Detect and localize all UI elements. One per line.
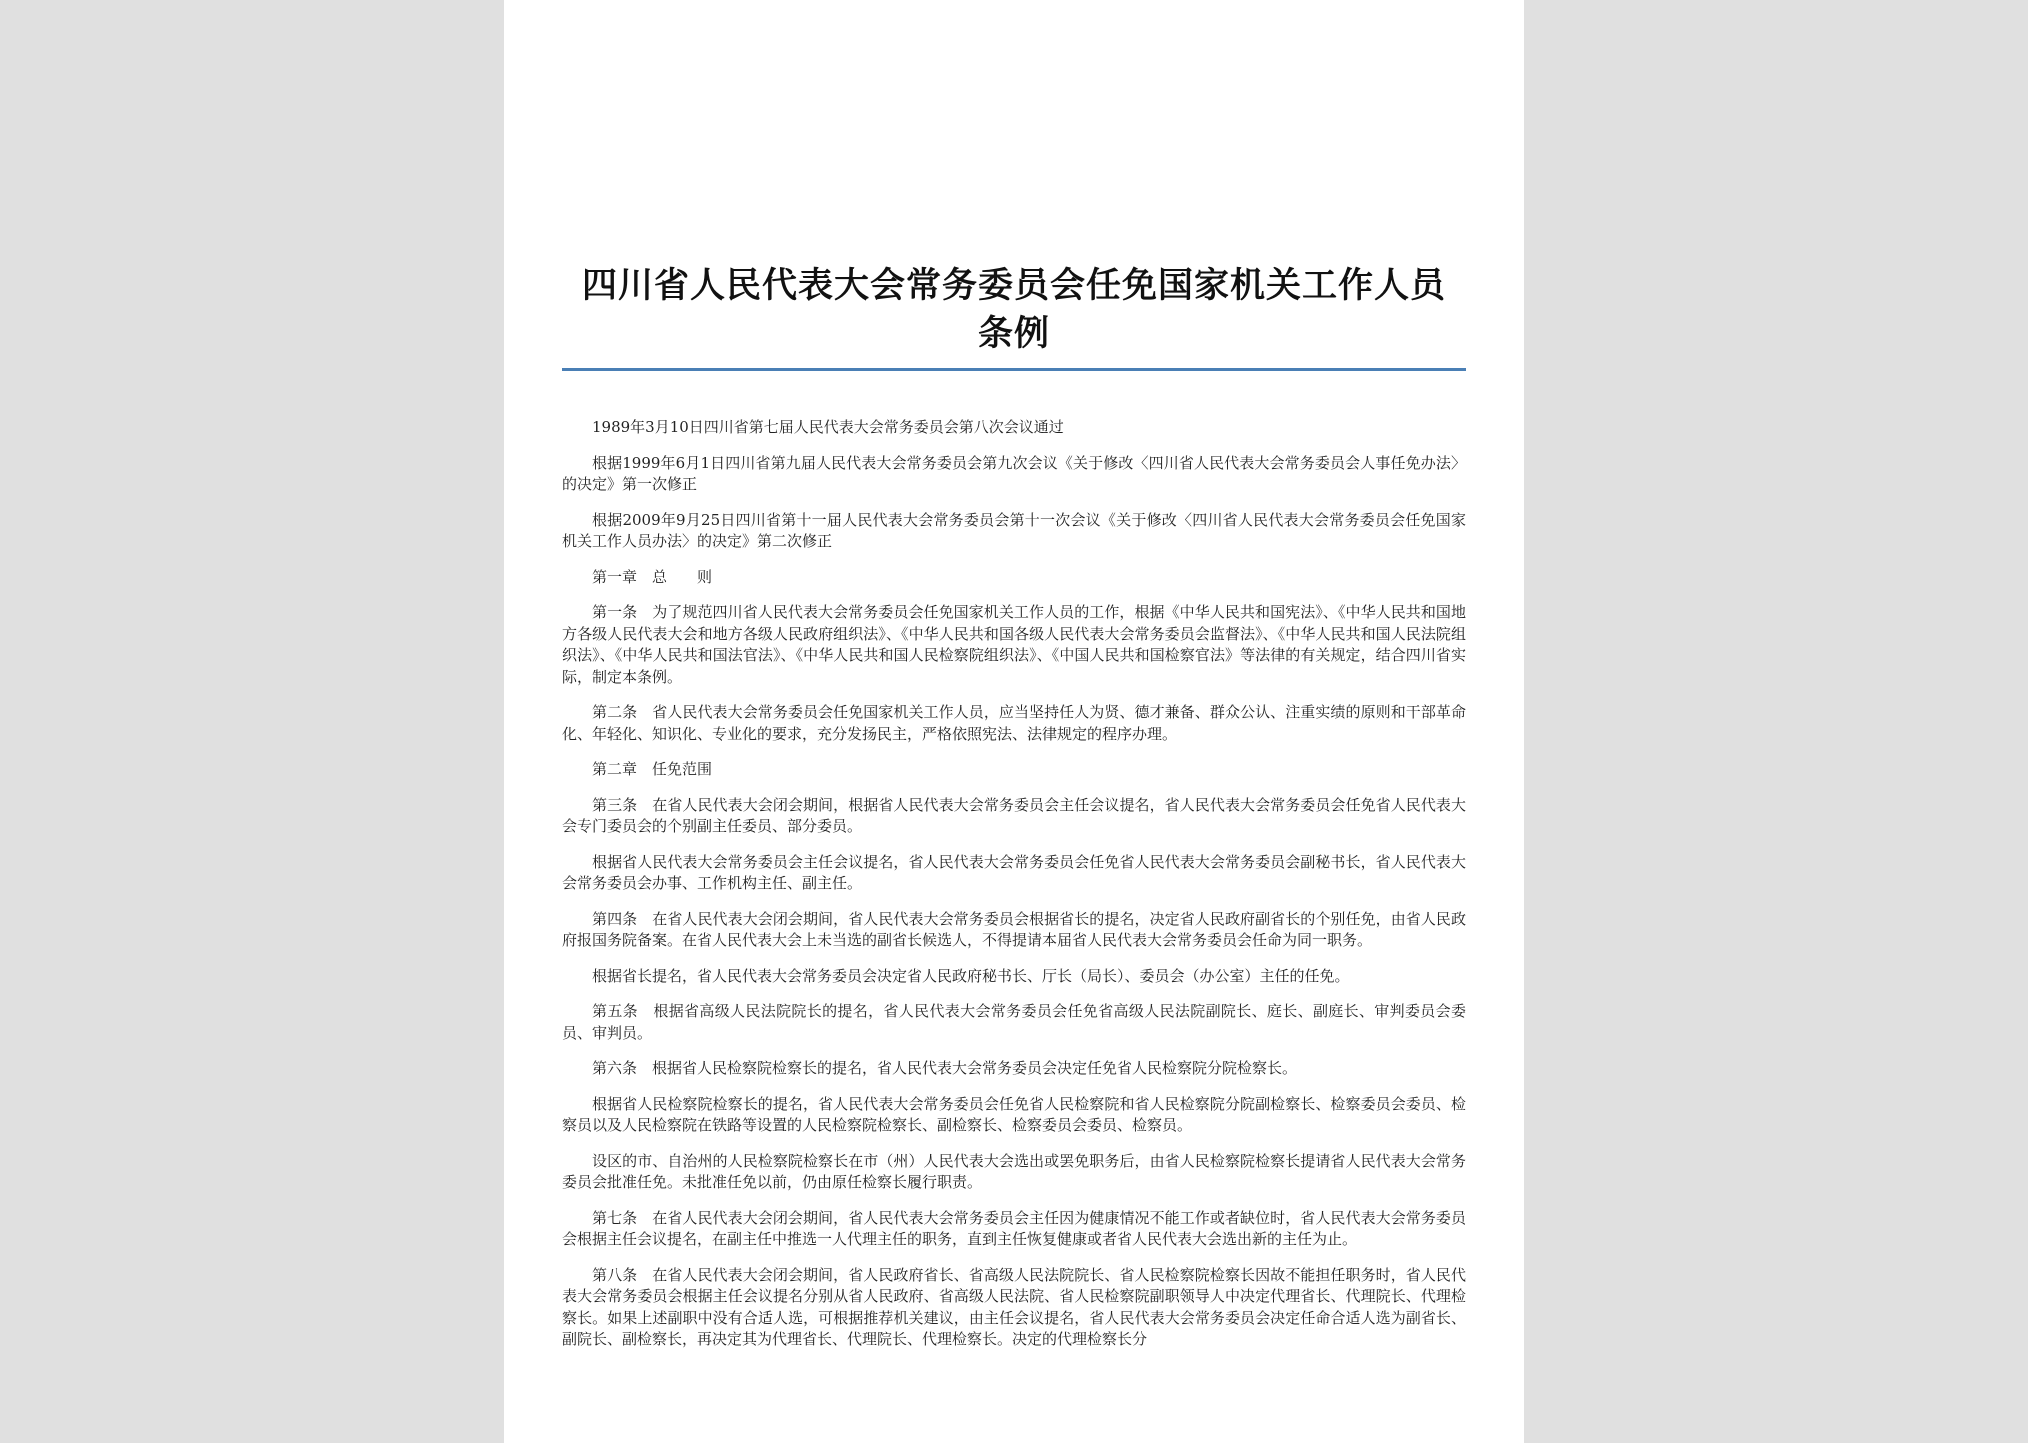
document-page [504, 0, 1524, 1443]
title-line-1: 四川省人民代表大会常务委员会任免国家机关工作人员 [581, 266, 1446, 306]
article-7: 第七条 在省人民代表大会闭会期间，省人民代表大会常务委员会主任因为健康情况不能工作或者缺位时，省人民代表大会常务委员会根据主任会议提名，在副主任中推选一人代理主任的职务，直到主任恢复健康或者省人民代表大会选出新的主任为止。 [562, 1208, 1466, 1248]
chapter-heading-1: 第一章 总 则 [592, 567, 713, 586]
article-1: 第一条 为了规范四川省人民代表大会常务委员会任免国家机关工作人员的工作，根据《中华人民共和国宪法》、《中华人民共和国地方各级人民代表大会和地方各级人民政府组织法》、《中华人民共和国各级人民代表大会常务委员会监督法》、《中华人民共和国人民法院组织法》、《中华人民共和国法官法》、《中华人民共和国人民检察院组织法》、《中国人民共和国检察官法》等法律的有关规定，结合四川省实际，制定本条例。 [562, 603, 1466, 686]
title-divider [562, 368, 1466, 371]
article-6: 第六条 根据省人民检察院检察长的提名，省人民代表大会常务委员会决定任免省人民检察院分院检察长。 [592, 1059, 1298, 1077]
article-3: 第三条 在省人民代表大会闭会期间，根据省人民代表大会常务委员会主任会议提名，省人民代表大会常务委员会任免省人民代表大会专门委员会的个别副主任委员、部分委员。 [562, 795, 1466, 835]
article-6-para-3: 设区的市、自治州的人民检察院检察长在市（州）人民代表大会选出或罢免职务后，由省人民检察院检察长提请省人民代表大会常务委员会批准任免。未批准任免以前，仍由原任检察长履行职责。 [562, 1151, 1466, 1191]
title-line-2: 条例 [977, 314, 1050, 354]
paragraph-first-amendment: 根据1999年6月1日四川省第九届人民代表大会常务委员会第九次会议《关于修改〈四川省人民代表大会常务委员会人事任免办法〉的决定》第一次修正 [562, 453, 1466, 493]
article-2: 第二条 省人民代表大会常务委员会任免国家机关工作人员，应当坚持任人为贤、德才兼备、群众公认、注重实绩的原则和干部革命化、年轻化、知识化、专业化的要求，充分发扬民主，严格依照宪法、法律规定的程序办理。 [562, 703, 1466, 743]
document-title [562, 262, 1466, 358]
article-6-para-2: 根据省人民检察院检察长的提名，省人民代表大会常务委员会任免省人民检察院和省人民检察院分院副检察长、检察委员会委员、检察员以及人民检察院在铁路等设置的人民检察院检察长、副检察长、检察委员会委员、检察员。 [562, 1094, 1466, 1134]
article-4-para-2: 根据省长提名，省人民代表大会常务委员会决定省人民政府秘书长、厅长（局长）、委员会（办公室）主任的任免。 [592, 966, 1350, 985]
article-3-para-2: 根据省人民代表大会常务委员会主任会议提名，省人民代表大会常务委员会任免省人民代表大会常务委员会副秘书长，省人民代表大会常务委员会办事、工作机构主任、副主任。 [562, 852, 1466, 892]
article-4: 第四条 在省人民代表大会闭会期间，省人民代表大会常务委员会根据省长的提名，决定省人民政府副省长的个别任免，由省人民政府报国务院备案。在省人民代表大会上未当选的副省长候选人，不得提请本届省人民代表大会常务委员会任命为同一职务。 [562, 909, 1466, 949]
paragraph-adoption: 1989年3月10日四川省第七届人民代表大会常务委员会第八次会议通过 [592, 418, 1064, 436]
article-8: 第八条 在省人民代表大会闭会期间，省人民政府省长、省高级人民法院院长、省人民检察院检察长因故不能担任职务时，省人民代表大会常务委员会根据主任会议提名分别从省人民政府、省高级人民法院、省人民检察院副职领导人中决定代理省长、代理院长、代理检察长。如果上述副职中没有合适人选，可根据推荐机关建议，由主任会议提名，省人民代表大会常务委员会决定任命合适人选为副省长、副院长、副检察长，再决定其为代理省长、代理院长、代理检察长。决定的代理检察长分 [562, 1265, 1466, 1348]
article-5: 第五条 根据省高级人民法院院长的提名，省人民代表大会常务委员会任免省高级人民法院副院长、庭长、副庭长、审判委员会委员、审判员。 [562, 1002, 1466, 1042]
paragraph-second-amendment: 根据2009年9月25日四川省第十一届人民代表大会常务委员会第十一次会议《关于修改〈四川省人民代表大会常务委员会任免国家机关工作人员办法〉的决定》第二次修正 [562, 510, 1466, 550]
chapter-heading-2: 第二章 任免范围 [592, 760, 713, 778]
